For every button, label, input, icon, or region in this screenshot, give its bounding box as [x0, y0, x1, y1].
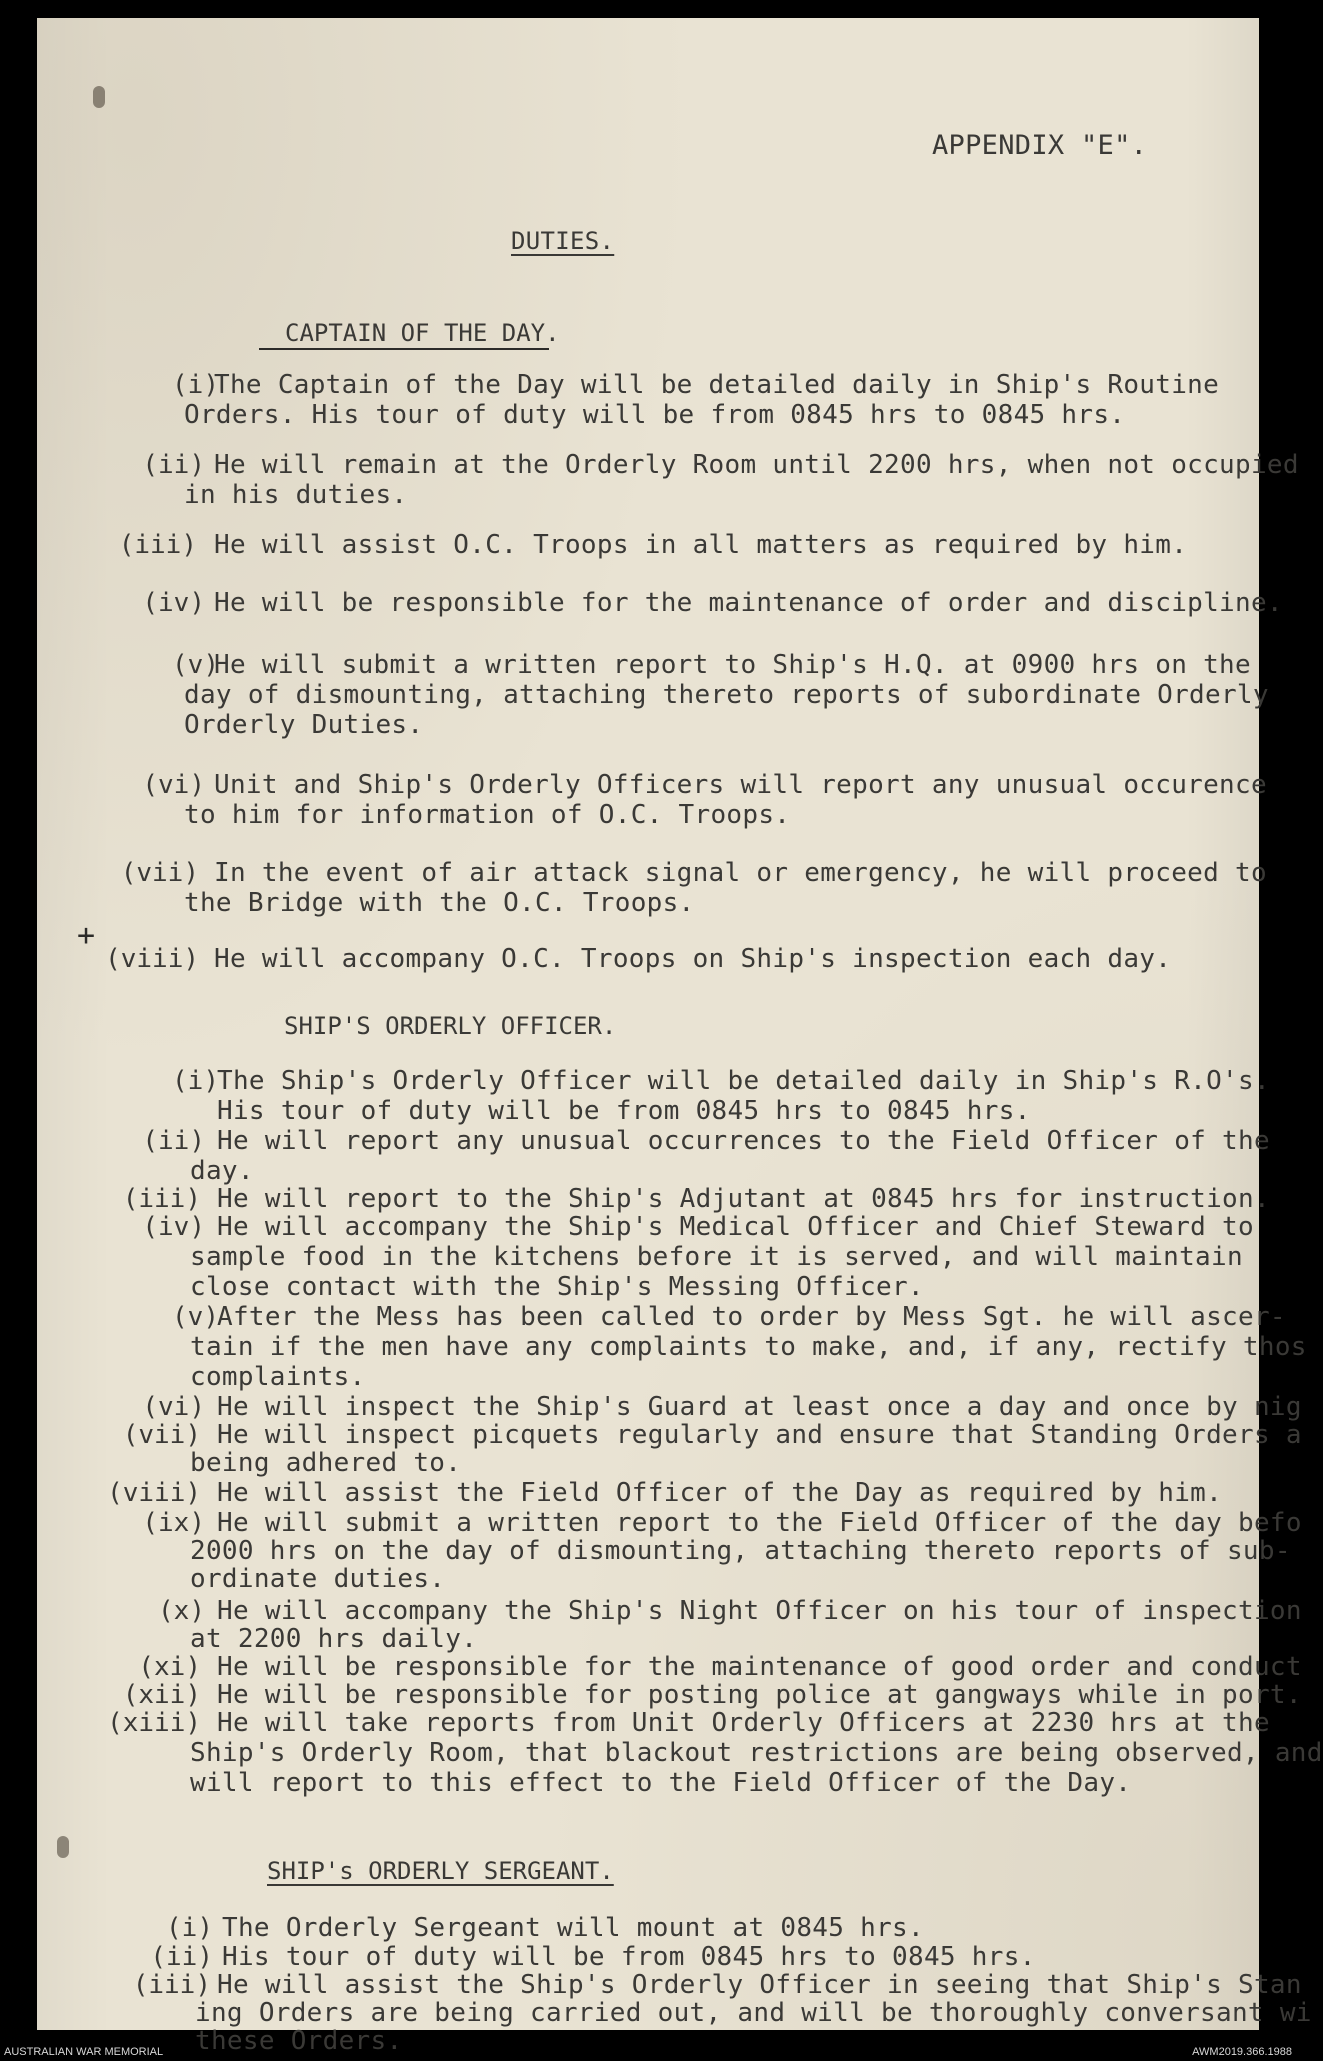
item-text-line: He will be responsible for the maintenance of good order and conduct [217, 1652, 1302, 1682]
item-text-line: He will inspect picquets regularly and ensure that Standing Orders a [217, 1420, 1302, 1450]
item-number: (viii) [105, 944, 199, 974]
item-text-line: He will report to the Ship's Adjutant at 0845 hrs for instruction. [217, 1184, 1270, 1214]
item-text-line: Orderly Duties. [184, 710, 424, 740]
item-text-line: Ship's Orderly Room, that blackout restrictions are being observed, and [190, 1738, 1323, 1768]
item-text-line: day. [190, 1156, 254, 1186]
item-number: (i) [172, 370, 219, 400]
item-text-line: the Bridge with the O.C. Troops. [184, 888, 695, 918]
item-text-line: 2000 hrs on the day of dismounting, attaching thereto reports of sub- [190, 1536, 1291, 1566]
item-number: (v) [172, 1302, 219, 1332]
item-number: (vi) [142, 1392, 205, 1422]
document-title: DUTIES. [511, 227, 615, 255]
item-text-line: He will assist the Ship's Orderly Officer in seeing that Ship's Stan [217, 1970, 1302, 2000]
item-text-line: at 2200 hrs daily. [190, 1624, 478, 1654]
item-text-line: Orders. His tour of duty will be from 0845 hrs to 0845 hrs. [184, 400, 1126, 430]
item-number: (ii) [142, 1126, 205, 1156]
item-text-line: He will accompany the Ship's Medical Officer and Chief Steward to [217, 1212, 1254, 1242]
item-text-line: day of dismounting, attaching thereto reports of subordinate Orderly [184, 680, 1269, 710]
item-number: (xi) [138, 1652, 201, 1682]
item-text-line: complaints. [190, 1362, 366, 1392]
item-text-line: The Orderly Sergeant will mount at 0845 hrs. [222, 1913, 924, 1943]
item-text-line: He will accompany O.C. Troops on Ship's inspection each day. [214, 944, 1172, 974]
item-text-line: He will take reports from Unit Orderly Officers at 2230 hrs at the [217, 1708, 1270, 1738]
item-text-line: He will inspect the Ship's Guard at least once a day and once by nig [217, 1392, 1302, 1422]
item-text-line: He will remain at the Orderly Room until 2200 hrs, when not occupied [214, 450, 1299, 480]
item-number: (ii) [142, 450, 205, 480]
item-text-line: He will be responsible for the maintenance of order and discipline. [214, 588, 1283, 618]
item-text-line: being adhered to. [190, 1448, 462, 1478]
item-text-line: His tour of duty will be from 0845 hrs to 0845 hrs. [217, 1096, 1031, 1126]
item-text-line: He will assist O.C. Troops in all matters as required by him. [214, 530, 1188, 560]
item-text-line: will report to this effect to the Field Officer of the Day. [190, 1768, 1132, 1798]
item-number: (iii) [122, 1184, 201, 1214]
item-number: (i) [166, 1913, 213, 1943]
item-number: (iv) [142, 588, 205, 618]
section-heading-captain: CAPTAIN OF THE DAY. [285, 319, 560, 347]
item-text-line: He will accompany the Ship's Night Officer on his tour of inspection [217, 1596, 1302, 1626]
item-text-line: After the Mess has been called to order by Mess Sgt. he will ascer- [217, 1302, 1286, 1332]
item-number: (vi) [142, 770, 205, 800]
footer-credit: AUSTRALIAN WAR MEMORIAL [4, 2046, 164, 2058]
item-text-line: close contact with the Ship's Messing Officer. [190, 1272, 924, 1302]
item-text-line: The Captain of the Day will be detailed daily in Ship's Routine [214, 370, 1220, 400]
item-number: (v) [172, 650, 219, 680]
item-text-line: The Ship's Orderly Officer will be detailed daily in Ship's R.O's. [217, 1066, 1270, 1096]
item-number: (vii) [120, 858, 199, 888]
item-text-line: Unit and Ship's Orderly Officers will report any unusual occurence [214, 770, 1267, 800]
item-number: (i) [172, 1066, 219, 1096]
binder-hole-top [93, 86, 105, 108]
item-number: (xiii) [107, 1708, 201, 1738]
item-number: (iv) [142, 1212, 205, 1242]
item-text-line: tain if the men have any complaints to make, and, if any, rectify thos [190, 1332, 1307, 1362]
item-text-line: In the event of air attack signal or emergency, he will proceed to [214, 858, 1267, 888]
item-text-line: He will report any unusual occurrences to the Field Officer of the [217, 1126, 1270, 1156]
item-text-line: He will submit a written report to Ship's H.Q. at 0900 hrs on the [214, 650, 1251, 680]
item-text-line: He will assist the Field Officer of the Day as required by him. [217, 1478, 1223, 1508]
item-number: (x) [158, 1596, 205, 1626]
item-text-line: in his duties. [184, 480, 408, 510]
footer-accession-number: AWM2019.366.1988 [1192, 2046, 1292, 2058]
appendix-label: APPENDIX "E". [932, 130, 1148, 161]
item-number: (iii) [118, 530, 197, 560]
item-text-line: His tour of duty will be from 0845 hrs to 0845 hrs. [222, 1942, 1036, 1972]
item-text-line: ordinate duties. [190, 1564, 446, 1594]
item-text-line: to him for information of O.C. Troops. [184, 800, 791, 830]
item-number: (vii) [122, 1420, 201, 1450]
item-number: (ix) [142, 1508, 205, 1538]
heading-underline [259, 348, 549, 350]
item-text-line: ing Orders are being carried out, and will be thoroughly conversant wi [195, 1998, 1312, 2028]
item-text-line: He will submit a written report to the Field Officer of the day befo [217, 1508, 1302, 1538]
section-heading-orderly-officer: SHIP'S ORDERLY OFFICER. [284, 1012, 617, 1040]
handwritten-tick-mark: + [77, 918, 96, 953]
item-text-line: He will be responsible for posting police at gangways while in port. [217, 1680, 1302, 1710]
item-number: (iii) [132, 1970, 211, 2000]
item-text-line: these Orders. [195, 2026, 403, 2056]
item-number: (viii) [107, 1478, 201, 1508]
item-number: (xii) [122, 1680, 201, 1710]
binder-hole-bottom [57, 1836, 69, 1858]
item-number: (ii) [150, 1942, 213, 1972]
section-heading-orderly-sergeant: SHIP's ORDERLY SERGEANT. [267, 1857, 614, 1885]
item-text-line: sample food in the kitchens before it is served, and will maintain [190, 1242, 1243, 1272]
